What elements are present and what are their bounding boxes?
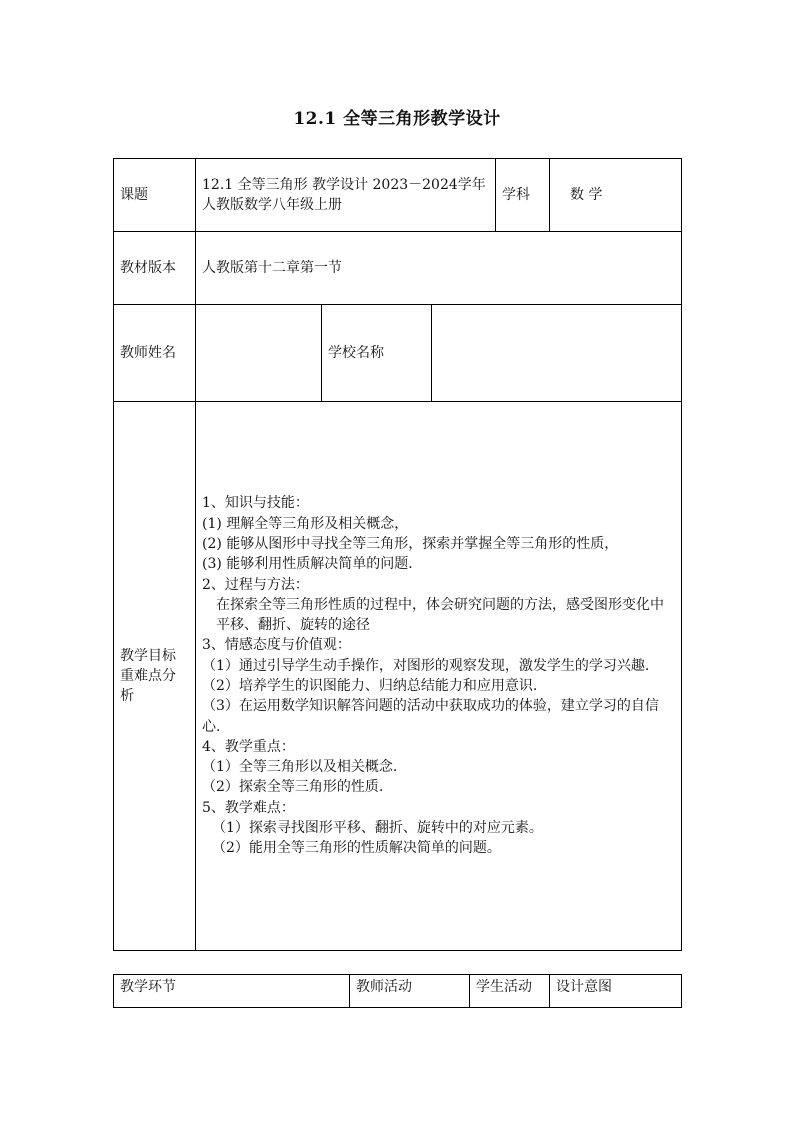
lesson-info-table bbox=[113, 158, 682, 951]
goals-line: 3、情感态度与价值观： bbox=[202, 637, 351, 654]
edition-value: 人教版第十二章第一节 bbox=[196, 232, 682, 305]
goals-line: （3）在运用数学知识解答问题的活动中获取成功的体验，建立学习的自信心. bbox=[202, 698, 659, 735]
steps-header-row bbox=[114, 975, 682, 1008]
steps-col-stage: 教学环节 bbox=[114, 975, 350, 1008]
goals-line: 在探索全等三角形性质的过程中，体会研究问题的方法，感受图形变化中平移、翻折、旋转的途径 bbox=[216, 596, 664, 634]
goals-line: 4、教学重点： bbox=[202, 738, 295, 755]
steps-col-teacher: 教师活动 bbox=[350, 975, 470, 1008]
goals-line: (2) 能够从图形中寻找全等三角形，探索并掌握全等三角形的性质， bbox=[202, 535, 619, 552]
steps-col-student: 学生活动 bbox=[470, 975, 550, 1008]
goals-line: （1）全等三角形以及相关概念. bbox=[202, 759, 398, 776]
goals-content bbox=[196, 402, 682, 951]
goals-line: （1）探索寻找图形平移、翻折、旋转中的对应元素。 bbox=[212, 820, 543, 837]
teaching-steps-header-table bbox=[113, 974, 682, 1008]
edition-label: 教材版本 bbox=[114, 232, 196, 305]
goals-row bbox=[114, 402, 682, 951]
school-value bbox=[432, 305, 682, 402]
goals-line: (3) 能够利用性质解决简单的问题. bbox=[202, 556, 413, 573]
topic-label: 课题 bbox=[114, 159, 196, 232]
edition-row bbox=[114, 232, 682, 305]
steps-col-purpose: 设计意图 bbox=[550, 975, 682, 1008]
goals-line: (1) 理解全等三角形及相关概念， bbox=[202, 515, 409, 532]
goals-line: （1）通过引导学生动手操作，对图形的观察发现，激发学生的学习兴趣. bbox=[202, 657, 650, 674]
subject-label: 学科 bbox=[496, 159, 550, 232]
teacher-value bbox=[196, 305, 322, 402]
goals-line: 1、知识与技能： bbox=[202, 495, 309, 512]
goals-line: （2）培养学生的识图能力、归纳总结能力和应用意识. bbox=[202, 678, 538, 694]
goals-line: （2）能用全等三角形的性质解决简单的问题。 bbox=[212, 840, 501, 857]
goals-label: 教学目标重难点分析 bbox=[114, 402, 196, 951]
goals-line: 2、过程与方法： bbox=[202, 576, 309, 593]
goals-line: （2）探索全等三角形的性质. bbox=[202, 779, 384, 796]
topic-row bbox=[114, 159, 682, 232]
teacher-label: 教师姓名 bbox=[114, 305, 196, 402]
document-title: 12.1 全等三角形教学设计 bbox=[293, 109, 501, 129]
teacher-row bbox=[114, 305, 682, 402]
subject-value: 数 学 bbox=[550, 159, 682, 232]
topic-value: 12.1 全等三角形 教学设计 2023－2024学年人教版数学八年级上册 bbox=[196, 159, 496, 232]
goals-line: 5、教学难点： bbox=[202, 799, 295, 816]
school-label: 学校名称 bbox=[322, 305, 432, 402]
